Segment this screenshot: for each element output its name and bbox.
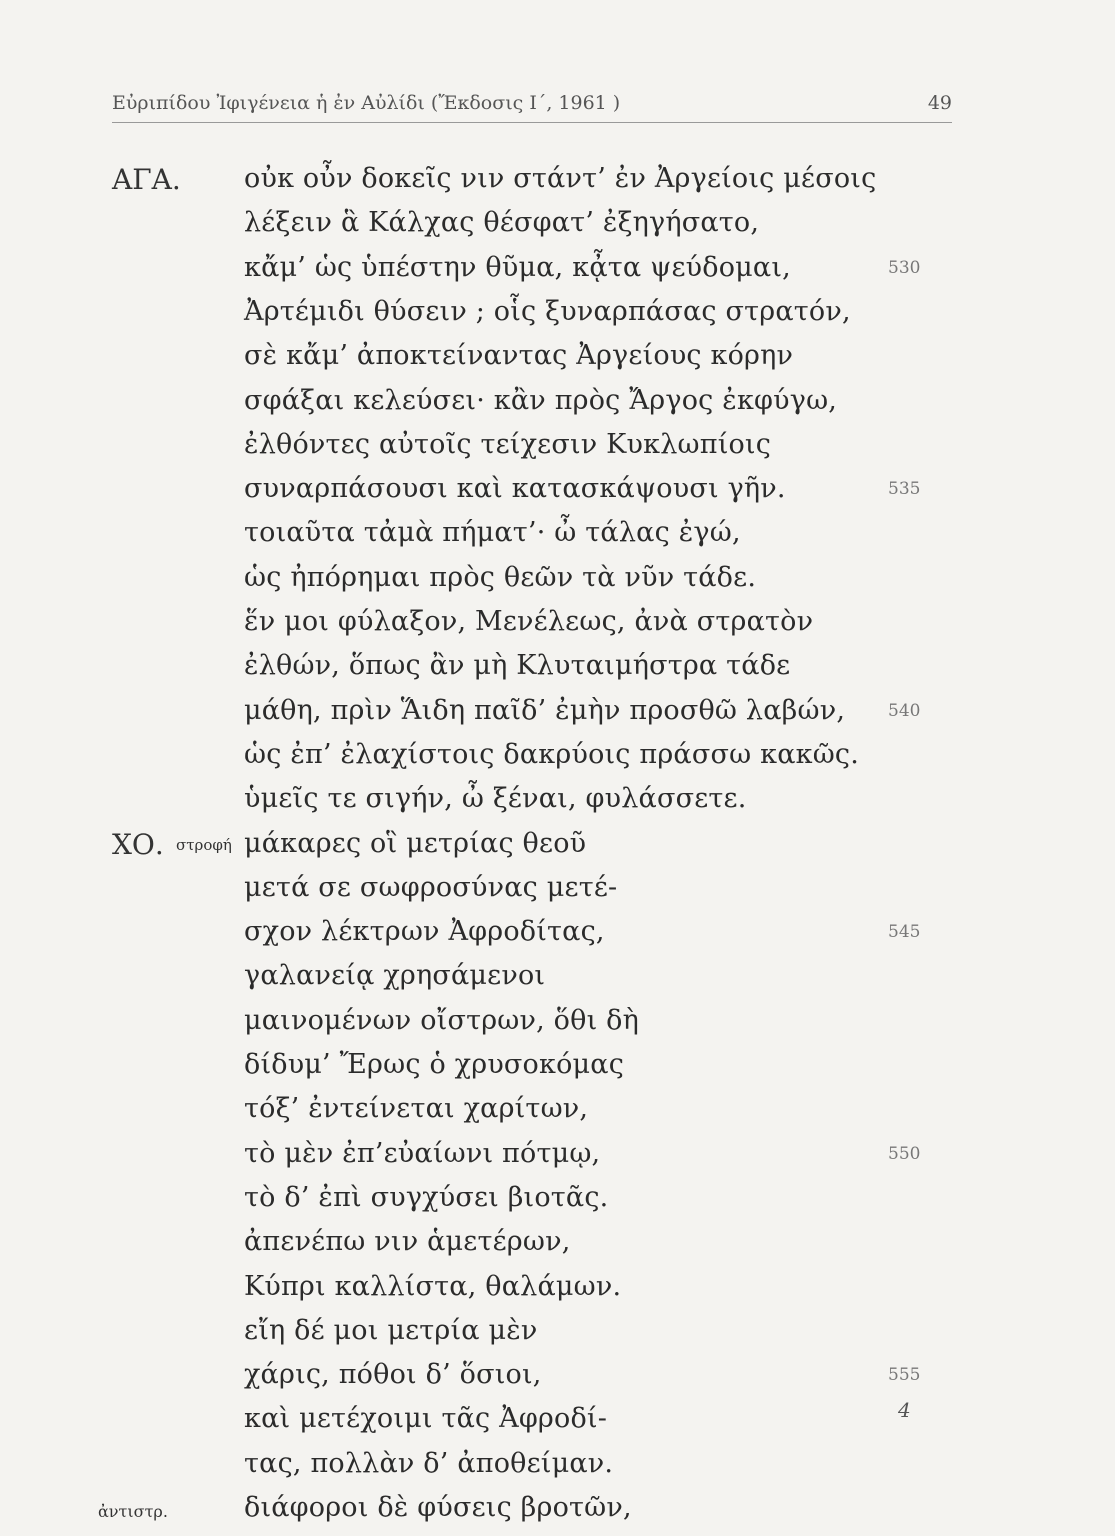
verse-text: τὸ μὲν ἐπ’εὐαίωνι πότμῳ, <box>244 1137 601 1169</box>
verse-line <box>0 473 1115 517</box>
verse-text: σὲ κἄμ’ ἀποκτείναντας Ἀργείους κόρην <box>244 340 794 372</box>
line-number: 555 <box>888 1365 921 1386</box>
verse-text: καὶ μετέχοιμι τᾶς Ἀφροδί- <box>244 1403 608 1435</box>
verse-line <box>0 828 1115 872</box>
verse-line <box>0 562 1115 606</box>
verse-text: γαλανείᾳ χρησάμενοι <box>244 960 546 992</box>
verse-text: ὑμεῖς τε σιγήν, ὦ ξέναι, φυλάσσετε. <box>244 783 747 815</box>
verse-line <box>0 650 1115 694</box>
verse-text: ἐλθών, ὅπως ἂν μὴ Κλυταιμήστρα τάδε <box>244 650 791 682</box>
verse-text: Ἀρτέμιδι θύσειν ; οἷς ξυναρπάσας στρατόν, <box>244 295 851 327</box>
verse-text: ὡς ἐπ’ ἐλαχίστοις δακρύοις πράσσω κακῶς. <box>244 738 860 770</box>
verse-text: χάρις, πόθοι δ’ ὅσιοι, <box>244 1359 542 1391</box>
verse-text: μάκαρες οἳ μετρίας θεοῦ <box>244 827 587 859</box>
strophe-label: στροφή <box>176 835 232 854</box>
verse-line <box>0 1492 1115 1536</box>
verse-text: ἐλθόντες αὐτοῖς τείχεσιν Κυκλωπίοις <box>244 428 772 460</box>
verse-line <box>0 695 1115 739</box>
verse-line <box>0 1182 1115 1226</box>
verse-text: Κύπρι καλλίστα, θαλάμων. <box>244 1270 622 1302</box>
verse-text: διάφοροι δὲ φύσεις βροτῶν, <box>244 1492 632 1523</box>
verse-line <box>0 340 1115 384</box>
verse-text: τὸ δ’ ἐπὶ συγχύσει βιοτᾶς. <box>244 1181 609 1213</box>
verse-text: λέξειν ἃ Κάλχας θέσφατ’ ἐξηγήσατο, <box>244 207 760 239</box>
verse-line <box>0 163 1115 207</box>
verse-line <box>0 606 1115 650</box>
verse-line <box>0 1049 1115 1093</box>
speaker-label: ΑΓΑ. <box>112 163 181 196</box>
verse-line <box>0 872 1115 916</box>
speaker-label: ΧΟ. <box>112 827 164 861</box>
verse-text: ἀπενέπω νιν ἁμετέρων, <box>244 1226 571 1258</box>
line-number: 550 <box>888 1143 921 1164</box>
verse-text: ἕν μοι φύλαξον, Μενέλεως, ἀνὰ στρατὸν <box>244 606 814 637</box>
line-number: 540 <box>888 700 921 721</box>
verse-text: σφάξαι κελεύσει· κἂν πρὸς Ἄργος ἐκφύγω, <box>244 384 838 416</box>
verse-text: τοιαῦτα τἀμὰ πήματ’· ὦ τάλας ἐγώ, <box>244 517 741 549</box>
verse-line <box>0 1403 1115 1447</box>
line-number: 545 <box>888 922 921 943</box>
verse-text: εἴη δέ μοι μετρία μὲν <box>244 1314 538 1346</box>
signature-mark: 4 <box>898 1398 911 1422</box>
verse-text: δίδυμ’ Ἔρως ὁ χρυσοκόμας <box>244 1049 625 1080</box>
verse-text: μάθη, πρὶν Ἅιδη παῖδ’ ἐμὴν προσθῶ λαβών, <box>244 694 846 726</box>
verse-text: σχον λέκτρων Ἀφροδίτας, <box>244 916 605 948</box>
line-number: 535 <box>888 479 921 500</box>
verse-text: τας, πολλὰν δ’ ἀποθείμαν. <box>244 1447 614 1479</box>
verse-text: οὐκ οὖν δοκεῖς νιν στάντ’ ἐν Ἀργείοις μέσοις <box>244 163 877 194</box>
verse-line <box>0 1005 1115 1049</box>
verse-line <box>0 296 1115 340</box>
verse-text: κἄμ’ ὡς ὑπέστην θῦμα, κᾆτα ψεύδομαι, <box>244 251 791 283</box>
verse-line <box>0 1093 1115 1137</box>
verse-text: μαινομένων οἴστρων, ὅθι δὴ <box>244 1004 639 1036</box>
verse-line <box>0 385 1115 429</box>
verse-text: συναρπάσουσι καὶ κατασκάψουσι γῆν. <box>244 473 786 505</box>
verse-line <box>0 960 1115 1004</box>
header-rule <box>112 122 952 123</box>
section-label: ἀντιστρ. <box>98 1502 168 1521</box>
verse-line <box>0 1226 1115 1270</box>
verse-line <box>0 916 1115 960</box>
verse-line <box>0 1271 1115 1315</box>
verse-line <box>0 1138 1115 1182</box>
verse-text: μετά σε σωφροσύνας μετέ- <box>244 871 618 903</box>
header-title: Εὐριπίδου Ἰφιγένεια ἡ ἐν Αὐλίδι (Ἔκδοσις Ι΄, 1961 ) <box>112 92 621 114</box>
verse-line <box>0 739 1115 783</box>
verse-text: ὡς ἠπόρημαι πρὸς θεῶν τὰ νῦν τάδε. <box>244 561 757 593</box>
verse-line <box>0 783 1115 827</box>
verse-line <box>0 1448 1115 1492</box>
verse-line <box>0 207 1115 251</box>
verse-line <box>0 429 1115 473</box>
verse-line <box>0 1315 1115 1359</box>
verse-text: τόξ’ ἐντείνεται χαρίτων, <box>244 1093 589 1125</box>
verse-line <box>0 517 1115 561</box>
verse-line <box>0 252 1115 296</box>
line-number: 530 <box>888 257 921 278</box>
verse-line <box>0 1359 1115 1403</box>
page-number: 49 <box>927 92 952 114</box>
